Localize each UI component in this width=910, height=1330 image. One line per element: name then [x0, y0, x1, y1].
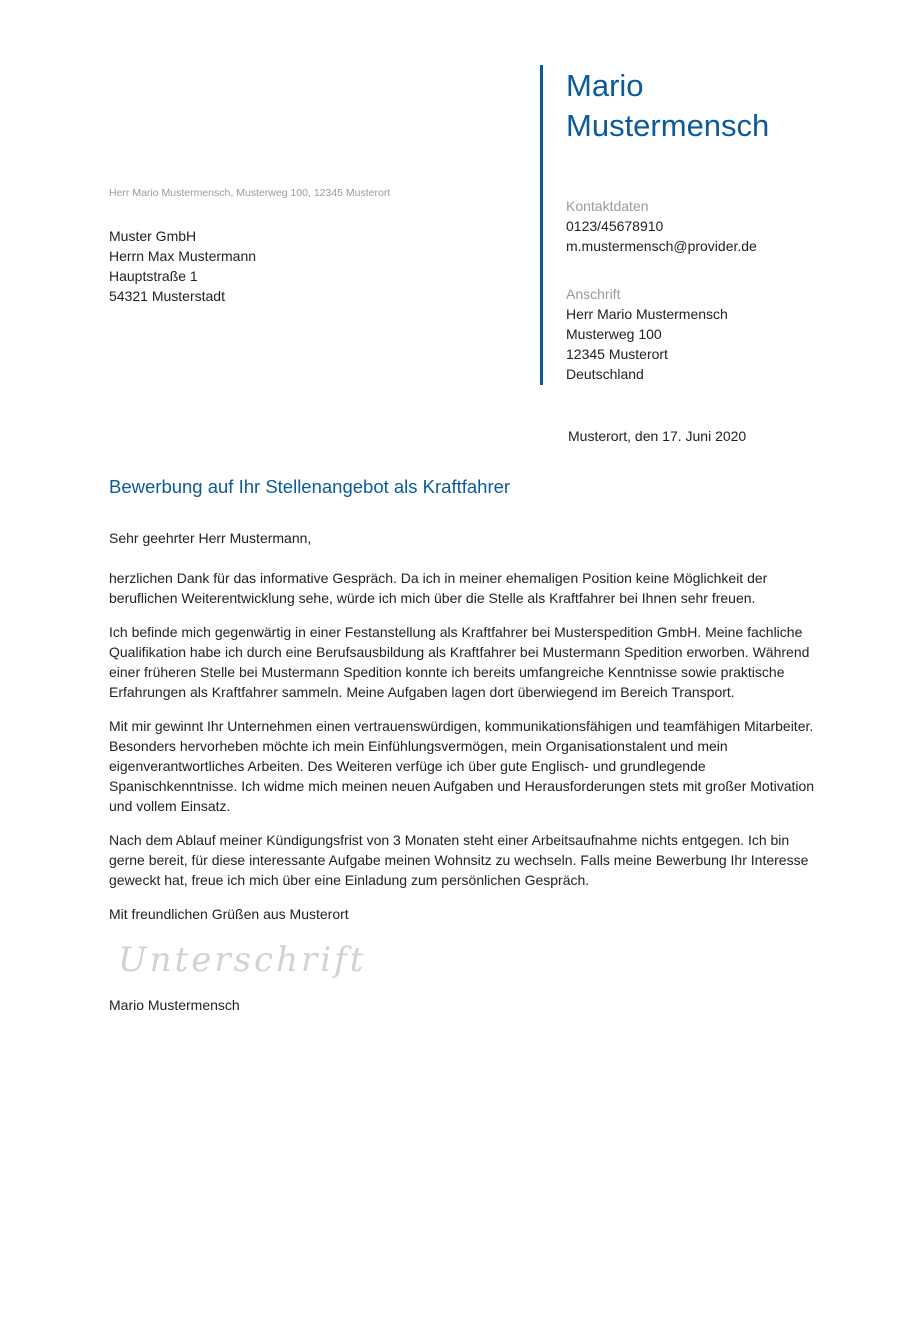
letter-date: Musterort, den 17. Juni 2020 [568, 428, 747, 444]
signer-name: Mario Mustermensch [109, 997, 240, 1013]
name-last: Mustermensch [566, 108, 770, 143]
sender-return-address: Herr Mario Mustermensch, Musterweg 100, 12345 Musterort [109, 187, 391, 199]
address-street: Musterweg 100 [566, 326, 662, 342]
salutation: Sehr geehrter Herr Mustermann, [109, 530, 312, 546]
accent-bar [540, 65, 543, 385]
body-paragraph: Nach dem Ablauf meiner Kündigungsfrist von 3 Monaten steht einer Arbeitsaufnahme nichts entgegen. Ich bin gerne bereit, für diese interessante Aufgabe meinen Wohnsitz zu wechseln. Falls meine Bewerbung Ihr Interesse geweckt hat, freue ich mich über eine Einladung zum persönlichen Gespräch. [109, 832, 809, 888]
address-name: Herr Mario Mustermensch [566, 306, 728, 322]
address-country: Deutschland [566, 366, 644, 382]
recipient-street: Hauptstraße 1 [109, 268, 198, 284]
contact-block [566, 196, 757, 256]
body-paragraph: herzlichen Dank für das informative Gespräch. Da ich in meiner ehemaligen Position keine Möglichkeit der beruflichen Weiterentwicklung sehe, würde ich mich über die Stelle als Kraftfahrer bei Ihnen sehr freuen. [109, 570, 768, 606]
body-paragraph: Ich befinde mich gegenwärtig in einer Festanstellung als Kraftfahrer bei Musterspedition GmbH. Meine fachliche Qualifikation habe ich durch eine Berufsausbildung als Kraftfahrer bei Mustermann Spedition erworben. Während einer früheren Stelle bei Mustermann Spedition konnte ich bereits umfangreiche Kenntnisse sowie praktische Erfahrungen als Kraftfahrer sammeln. Meine Aufgaben lagen dort überwiegend im Bereich Transport. [109, 624, 810, 700]
closing: Mit freundlichen Grüßen aus Musterort [109, 906, 349, 922]
name-first: Mario [566, 68, 644, 103]
address-block [566, 284, 728, 384]
recipient-address [109, 226, 256, 306]
contact-email: m.mustermensch@provider.de [566, 238, 757, 254]
contact-label: Kontaktdaten [566, 198, 649, 214]
recipient-company: Muster GmbH [109, 228, 197, 244]
body-paragraph: Mit mir gewinnt Ihr Unternehmen einen vertrauenswürdigen, kommunikationsfähigen und teamfähigen Mitarbeiter. Besonders hervorheben möchte ich mein Einfühlungsvermögen, mein Organisationstalent und mein eigenverantwortliches Arbeiten. Des Weiteren verfüge ich über gute Englisch- und grundlegende Spanischkenntnisse. Ich widme mich meinen neuen Aufgaben und Herausforderungen stets mit großer Motivation und vollem Einsatz. [109, 718, 815, 814]
address-label: Anschrift [566, 286, 621, 302]
signature-placeholder: Unterschrift [118, 940, 367, 980]
letter-subject: Bewerbung auf Ihr Stellenangebot als Kraftfahrer [109, 476, 511, 497]
letter-body [109, 568, 825, 904]
recipient-contact: Herrn Max Mustermann [109, 248, 257, 264]
contact-phone: 0123/45678910 [566, 218, 664, 234]
address-city: 12345 Musterort [566, 346, 668, 362]
recipient-city: 54321 Musterstadt [109, 288, 225, 304]
applicant-name [566, 66, 769, 146]
